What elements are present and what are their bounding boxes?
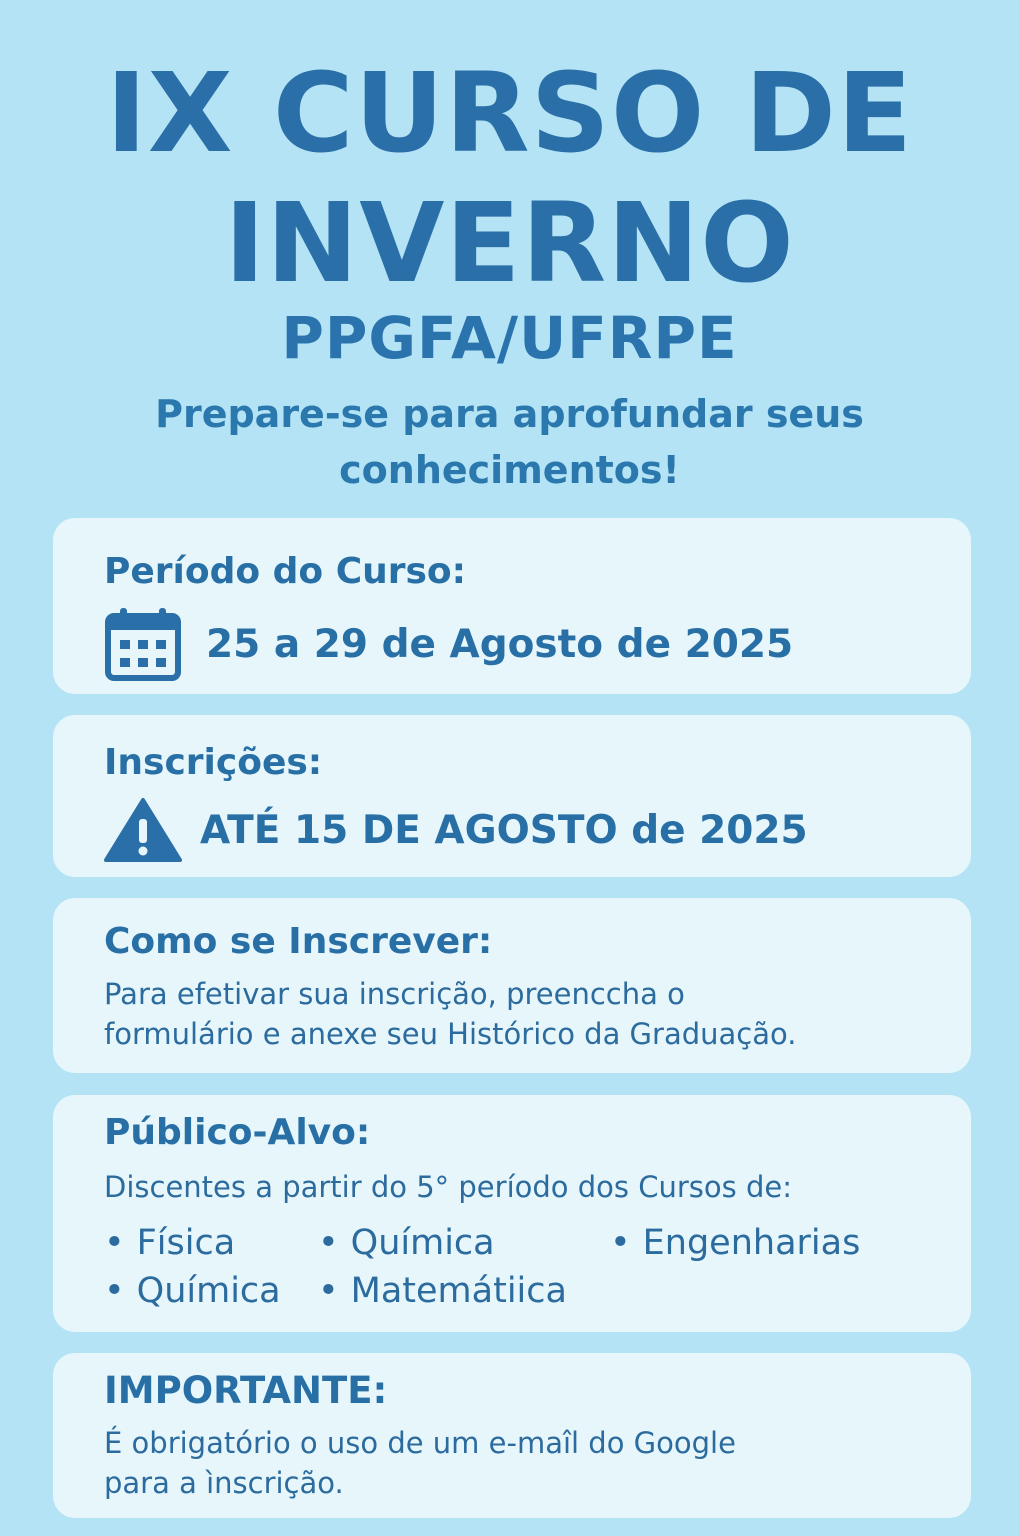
periodo-value: 25 a 29 de Agosto de 2025 [206, 621, 794, 667]
publico-heading: Público-Alvo: [104, 1112, 371, 1153]
como-line-2: formulário e anexe seu Histórico da Graduação. [104, 1017, 797, 1051]
list-item: • Física [104, 1219, 318, 1267]
importante-text [104, 1423, 736, 1503]
como-heading: Como se Inscrever: [104, 921, 493, 962]
periodo-row [104, 606, 793, 682]
title-line-1: IX CURSO DE [105, 49, 914, 177]
importante-line-1: É obrigatório o uso de um e-maîl do Google [104, 1426, 736, 1460]
warning-icon [104, 797, 182, 863]
inscricoes-card [53, 715, 971, 877]
title-line-2: INVERNO [224, 179, 795, 307]
list-item: • Matemátiica [318, 1267, 610, 1315]
inscricoes-row [104, 795, 808, 865]
como-text [104, 974, 796, 1054]
como-line-1: Para efetivar sua inscrição, preenccha o [104, 977, 685, 1011]
tagline-line-2: conhecimentos! [339, 448, 680, 492]
publico-card [53, 1095, 971, 1332]
importante-heading: IMPORTANTE: [104, 1369, 388, 1412]
calendar-icon [104, 606, 182, 682]
list-item: • Química [104, 1267, 318, 1315]
course-list [104, 1219, 910, 1315]
list-item: • Química [318, 1219, 610, 1267]
tagline [0, 386, 1019, 498]
subtitle: PPGFA/UFRPE [281, 304, 738, 372]
publico-intro: Discentes a partir do 5° período dos Cursos de: [104, 1170, 792, 1204]
inscricoes-value: ATÉ 15 DE AGOSTO de 2025 [200, 807, 808, 853]
como-card [53, 898, 971, 1073]
tagline-line-1: Prepare-se para aprofundar seus [155, 392, 864, 436]
periodo-heading: Período do Curso: [104, 551, 467, 592]
list-item: • Engenharias [610, 1219, 910, 1267]
importante-line-2: para a ìnscrição. [104, 1466, 344, 1500]
inscricoes-heading: Inscrições: [104, 742, 323, 783]
importante-card [53, 1353, 971, 1518]
periodo-card [53, 518, 971, 694]
